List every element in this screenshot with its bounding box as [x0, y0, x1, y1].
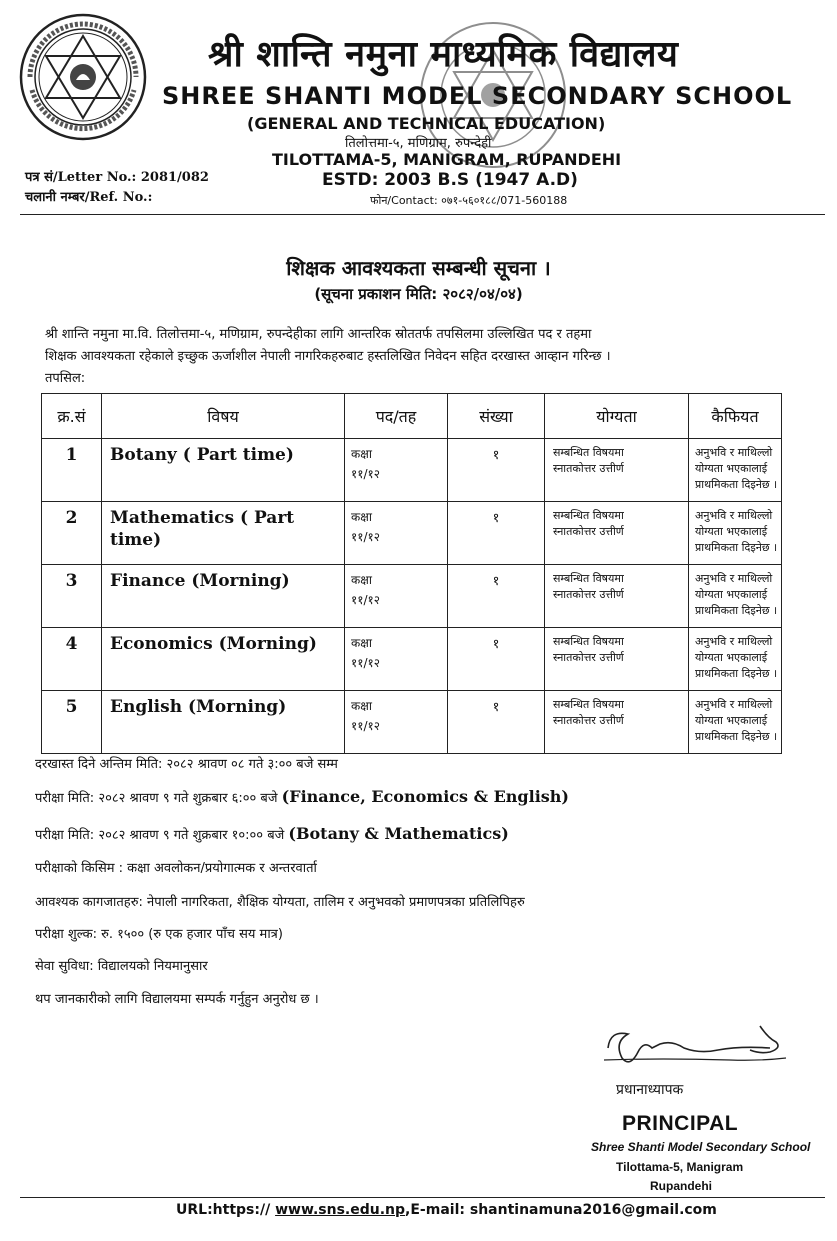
remarks-line: प्राथमिकता दिइनेछ । [695, 478, 778, 491]
post-level: कक्षा [351, 699, 372, 713]
row-count: १ [448, 628, 545, 691]
application-deadline: दरखास्त दिने अन्तिम मिति: २०८२ श्रावण ०८ गते ३:०० बजे सम्म [35, 757, 338, 772]
remarks-line: अनुभवि र माथिल्लो [695, 509, 773, 522]
row-qualification [545, 439, 689, 502]
notice-title: शिक्षक आवश्यकता सम्बन्धी सूचना । [286, 256, 551, 280]
row-subject: Economics (Morning) [102, 628, 345, 691]
exam-date-2 [35, 824, 509, 843]
row-qualification [545, 691, 689, 754]
header-qualification: योग्यता [545, 394, 689, 439]
header-sn: क्र.सं [42, 394, 102, 439]
header-post: पद/तह [345, 394, 448, 439]
row-count: १ [448, 691, 545, 754]
remarks-line: अनुभवि र माथिल्लो [695, 446, 773, 459]
post-grade: ११/१२ [351, 656, 381, 670]
row-remarks [689, 691, 782, 754]
principal-title-nepali: प्रधानाध्यापक [616, 1082, 684, 1098]
table-header-row [42, 394, 782, 439]
vacancy-table [41, 393, 782, 754]
row-subject: English (Morning) [102, 691, 345, 754]
principal-school: Shree Shanti Model Secondary School [591, 1140, 811, 1154]
row-remarks [689, 628, 782, 691]
remarks-line: प्राथमिकता दिइनेछ । [695, 604, 778, 617]
qualification-line: सम्बन्धित विषयमा [553, 698, 624, 711]
qualification-line: सम्बन्धित विषयमा [553, 572, 624, 585]
header-count: संख्या [448, 394, 545, 439]
school-name-nepali: श्री शान्ति नमुना माध्यमिक विद्यालय [208, 34, 679, 75]
qualification-line: स्नातकोत्तर उत्तीर्ण [553, 588, 624, 601]
table-row [42, 628, 782, 691]
footer-divider [20, 1197, 825, 1198]
remarks-line: प्राथमिकता दिइनेछ । [695, 541, 778, 554]
post-level: कक्षा [351, 573, 372, 587]
email-link[interactable]: shantinamuna2016@gmail.com [469, 1202, 717, 1218]
table-row [42, 439, 782, 502]
principal-title-english: PRINCIPAL [622, 1112, 739, 1135]
remarks-line: प्राथमिकता दिइनेछ । [695, 730, 778, 743]
remarks-line: अनुभवि र माथिल्लो [695, 572, 773, 585]
remarks-line: अनुभवि र माथिल्लो [695, 698, 773, 711]
row-subject: Botany ( Part time) [102, 439, 345, 502]
footer [176, 1202, 717, 1218]
post-level: कक्षा [351, 636, 372, 650]
row-post [345, 628, 448, 691]
header-remarks: कैफियत [689, 394, 782, 439]
exam-date-1-subjects: (Finance, Economics & English) [281, 787, 569, 806]
qualification-line: स्नातकोत्तर उत्तीर्ण [553, 651, 624, 664]
post-grade: ११/१२ [351, 719, 381, 733]
remarks-line: योग्यता भएकालाई [695, 651, 768, 664]
exam-date-2-time: परीक्षा मिति: २०८२ श्रावण ९ गते शुक्रबार १०:०० बजे [35, 828, 285, 843]
post-level: कक्षा [351, 510, 372, 524]
row-sn: 2 [42, 502, 102, 565]
row-post [345, 565, 448, 628]
principal-address-2: Rupandehi [650, 1179, 712, 1193]
principal-address-1: Tilottama-5, Manigram [616, 1160, 744, 1174]
row-subject: Finance (Morning) [102, 565, 345, 628]
contact-number: फोन/Contact: ०७१-५६०१८८/071-560188 [370, 194, 568, 207]
details-label: तपसिल: [45, 371, 86, 386]
contact-note: थप जानकारीको लागि विद्यालयमा सम्पर्क गर्नुहुन अनुरोध छ । [35, 992, 319, 1007]
post-level: कक्षा [351, 447, 372, 461]
footer-email-label: ,E-mail: [405, 1202, 470, 1218]
remarks-line: प्राथमिकता दिइनेछ । [695, 667, 778, 680]
row-qualification [545, 628, 689, 691]
address-nepali: तिलोत्तमा-५, मणिग्राम, रुपन्देही [345, 136, 492, 151]
remarks-line: योग्यता भएकालाई [695, 588, 768, 601]
row-sn: 3 [42, 565, 102, 628]
row-remarks [689, 439, 782, 502]
row-remarks [689, 502, 782, 565]
exam-type: परीक्षाको किसिम : कक्षा अवलोकन/प्रयोगात्मक र अन्तरवार्ता [35, 861, 317, 876]
notice-published-date: (सूचना प्रकाशन मिति: २०८२/०४/०४) [314, 285, 523, 303]
exam-date-1 [35, 787, 569, 806]
row-qualification [545, 565, 689, 628]
school-logo-icon [18, 12, 148, 142]
remarks-line: अनुभवि र माथिल्लो [695, 635, 773, 648]
established-year: ESTD: 2003 B.S (1947 A.D) [322, 170, 578, 190]
footer-url-label: URL:https:// [176, 1202, 276, 1218]
service-facility: सेवा सुविधा: विद्यालयको नियमानुसार [35, 959, 208, 974]
post-grade: ११/१२ [351, 593, 381, 607]
row-sn: 5 [42, 691, 102, 754]
handwritten-signature [600, 1018, 790, 1076]
required-documents: आवश्यक कागजातहरु: नेपाली नागरिकता, शैक्षिक योग्यता, तालिम र अनुभवको प्रमाणपत्रका प्रतिलिपिहरु [35, 895, 525, 910]
letter-number: पत्र सं/Letter No.: 2081/082 [25, 170, 209, 185]
remarks-line: योग्यता भएकालाई [695, 714, 768, 727]
qualification-line: स्नातकोत्तर उत्तीर्ण [553, 462, 624, 475]
table-row [42, 691, 782, 754]
qualification-line: सम्बन्धित विषयमा [553, 635, 624, 648]
exam-date-2-subjects: (Botany & Mathematics) [288, 824, 509, 843]
row-sn: 1 [42, 439, 102, 502]
table-row [42, 565, 782, 628]
post-grade: ११/१२ [351, 530, 381, 544]
remarks-line: योग्यता भएकालाई [695, 462, 768, 475]
reference-number: चलानी नम्बर/Ref. No.: [25, 190, 153, 205]
header-divider [20, 214, 825, 215]
exam-fee: परीक्षा शुल्क: रु. १५०० (रु एक हजार पाँच सय मात्र) [35, 927, 283, 942]
row-count: १ [448, 502, 545, 565]
row-count: १ [448, 565, 545, 628]
notice-intro-line-1: श्री शान्ति नमुना मा.वि. तिलोत्तमा-५, मणिग्राम, रुपन्देहीका लागि आन्तरिक स्रोततर्फ तपसिलमा उल्लिखित पद र तहमा [45, 327, 592, 342]
qualification-line: स्नातकोत्तर उत्तीर्ण [553, 525, 624, 538]
row-count: १ [448, 439, 545, 502]
table-row [42, 502, 782, 565]
row-post [345, 502, 448, 565]
school-stream: (GENERAL AND TECHNICAL EDUCATION) [247, 114, 606, 133]
qualification-line: सम्बन्धित विषयमा [553, 509, 624, 522]
website-link[interactable]: www.sns.edu.np [275, 1202, 406, 1218]
row-qualification [545, 502, 689, 565]
row-post [345, 439, 448, 502]
row-remarks [689, 565, 782, 628]
row-subject: Mathematics ( Part time) [102, 502, 345, 565]
qualification-line: सम्बन्धित विषयमा [553, 446, 624, 459]
remarks-line: योग्यता भएकालाई [695, 525, 768, 538]
exam-date-1-time: परीक्षा मिति: २०८२ श्रावण ९ गते शुक्रबार ६:०० बजे [35, 791, 278, 806]
school-name-english: SHREE SHANTI MODEL SECONDARY SCHOOL [162, 82, 793, 110]
row-sn: 4 [42, 628, 102, 691]
notice-intro-line-2: शिक्षक आवश्यकता रहेकाले इच्छुक ऊर्जाशील नेपाली नागरिकहरुबाट हस्तलिखित निवेदन सहित दरखास्त आव्हान गरिन्छ । [45, 349, 611, 364]
address-english: TILOTTAMA-5, MANIGRAM, RUPANDEHI [272, 150, 622, 169]
row-post [345, 691, 448, 754]
qualification-line: स्नातकोत्तर उत्तीर्ण [553, 714, 624, 727]
header-subject: विषय [102, 394, 345, 439]
post-grade: ११/१२ [351, 467, 381, 481]
